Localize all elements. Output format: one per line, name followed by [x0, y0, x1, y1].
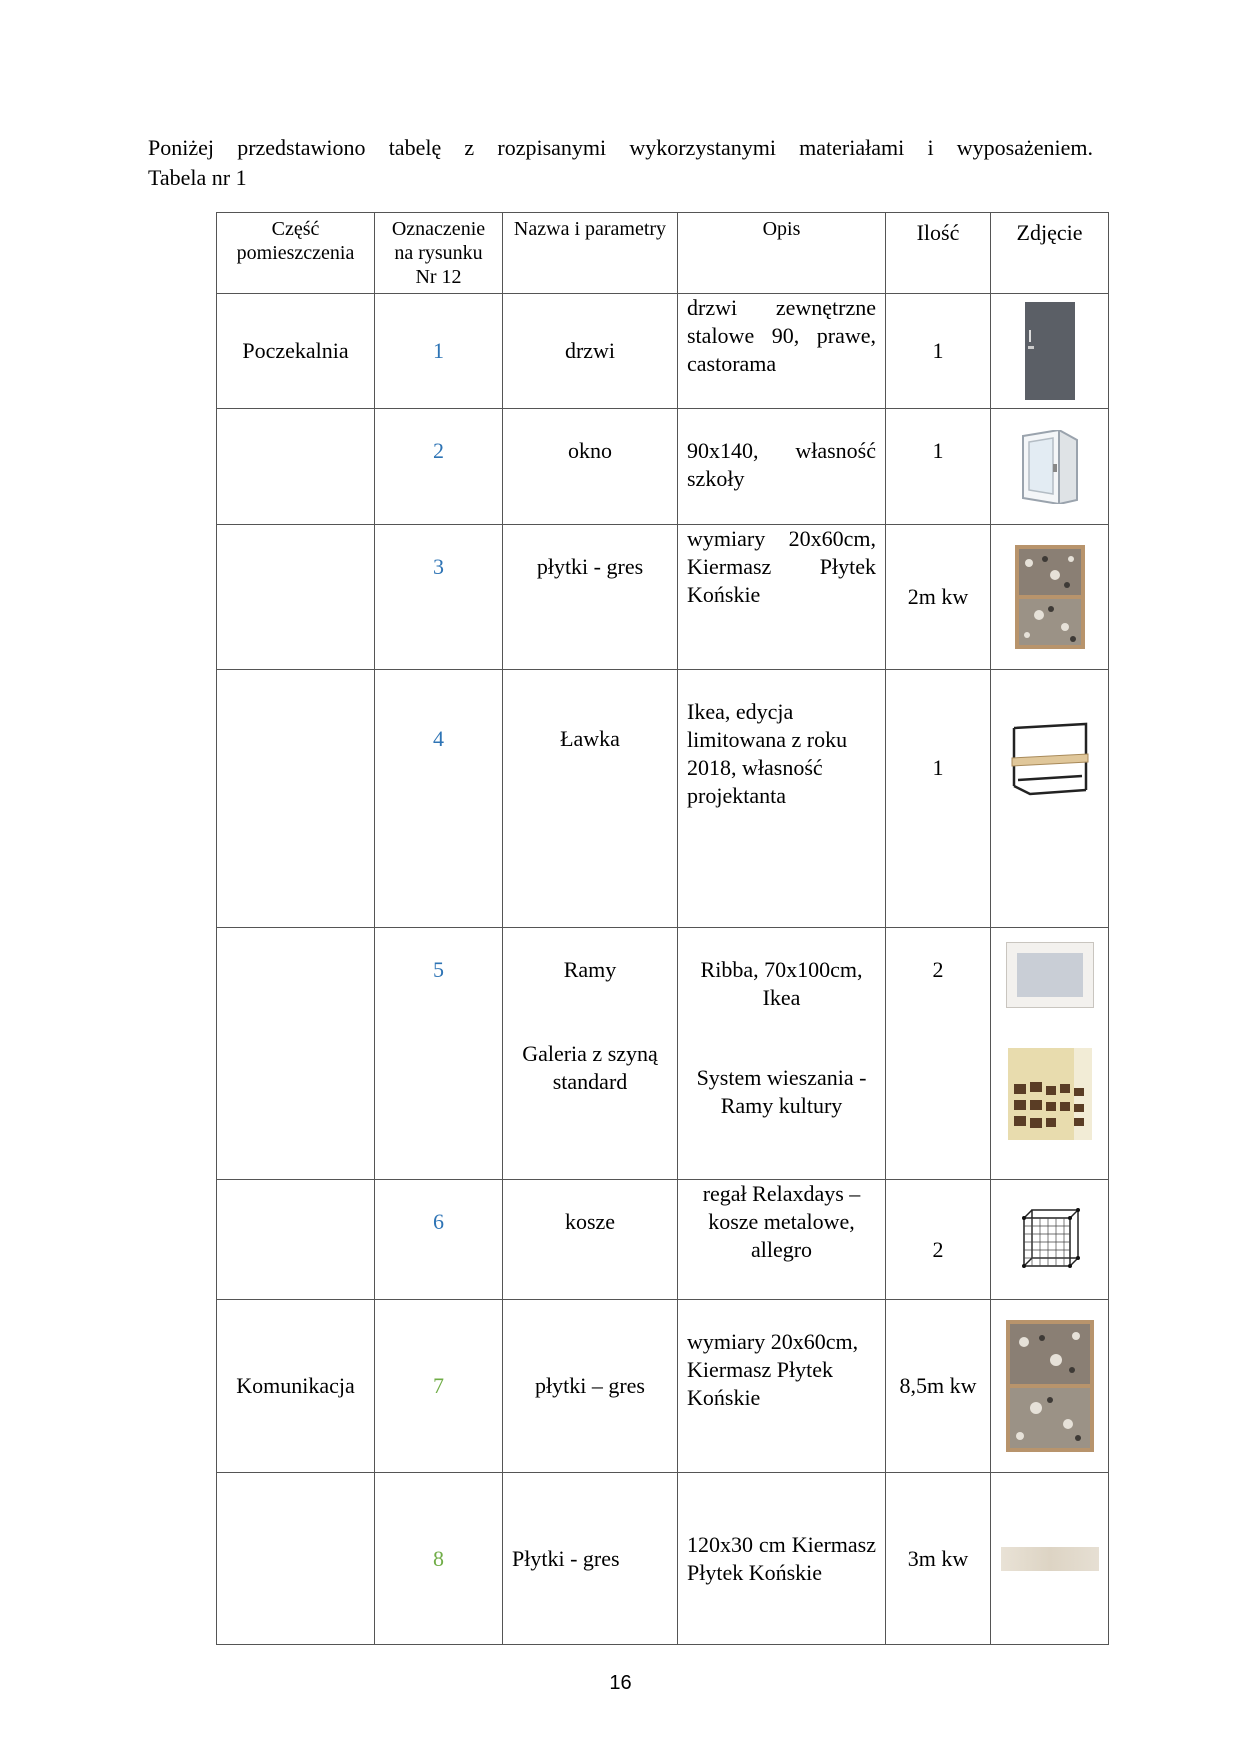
row-mark: 4 — [375, 670, 503, 928]
window-icon — [1019, 430, 1081, 504]
row-desc: drzwi zewnętrzne stalowe 90, prawe, castorama — [678, 294, 886, 409]
row-part — [217, 409, 375, 525]
wood-tile-icon — [1001, 1547, 1099, 1571]
page-number: 16 — [609, 1672, 632, 1694]
row-name: płytki - gres — [503, 525, 678, 670]
frame-icon — [1006, 942, 1094, 1008]
header-mark: Oznaczenie na rysunku Nr 12 — [375, 213, 503, 294]
row-desc: 120x30 cm Kiermasz Płytek Końskie — [678, 1473, 886, 1645]
row-part — [217, 1180, 375, 1300]
materials-table — [216, 212, 1109, 1645]
row-photo — [991, 294, 1109, 409]
row-part — [217, 670, 375, 928]
row-desc: regał Relaxdays – kosze metalowe, allegro — [678, 1180, 886, 1300]
row-qty: 1 — [886, 294, 991, 409]
gallery-wall-icon — [1008, 1048, 1092, 1140]
row-photo — [991, 1300, 1109, 1473]
row-qty: 2m kw — [886, 525, 991, 670]
row-mark: 1 — [375, 294, 503, 409]
row-photo — [991, 670, 1109, 928]
stone-tiles-icon — [1015, 545, 1085, 649]
stone-tiles-icon — [1006, 1320, 1094, 1452]
bench-icon — [1008, 720, 1092, 796]
header-desc: Opis — [678, 213, 886, 294]
table-row — [217, 1300, 1109, 1473]
row-qty: 1 — [886, 670, 991, 928]
row-desc: Ikea, edycja limitowana z roku 2018, własność projektanta — [678, 670, 886, 928]
intro-line-1: Poniżej przedstawiono tabelę z rozpisanymi wykorzystanymi materiałami i wyposażeniem. — [148, 135, 1093, 160]
row-photo — [991, 525, 1109, 670]
table-header-row — [217, 213, 1109, 294]
table-row — [217, 409, 1109, 525]
row-qty: 8,5m kw — [886, 1300, 991, 1473]
table-row — [217, 1473, 1109, 1645]
row-photo — [991, 409, 1109, 525]
row-part — [217, 928, 375, 1180]
row-qty: 1 — [886, 409, 991, 525]
row-mark: 6 — [375, 1180, 503, 1300]
row-desc-text: wymiary 20x60cm, Kiermasz Płytek Końskie — [687, 526, 876, 607]
row-part: Poczekalnia — [217, 294, 375, 409]
row-mark: 8 — [375, 1473, 503, 1645]
row-qty: 2 — [886, 928, 991, 1180]
table-row — [217, 294, 1109, 409]
row-part — [217, 1473, 375, 1645]
header-part: Część pomieszczenia — [217, 213, 375, 294]
row-name: Płytki - gres — [503, 1473, 678, 1645]
row-name: okno — [503, 409, 678, 525]
row-qty: 2 — [886, 1180, 991, 1300]
row-part: Komunikacja — [217, 1300, 375, 1473]
table-row — [217, 928, 1109, 1180]
row-name: drzwi — [503, 294, 678, 409]
steel-door-icon — [1025, 302, 1075, 400]
row-photo — [991, 928, 1109, 1180]
row-mark: 5 — [375, 928, 503, 1180]
row-desc — [678, 525, 886, 670]
row-desc-1: Ribba, 70x100cm, Ikea — [700, 957, 863, 1010]
row-photo — [991, 1473, 1109, 1645]
row-desc: wymiary 20x60cm, Kiermasz Płytek Końskie — [678, 1300, 886, 1473]
row-part — [217, 525, 375, 670]
row-name — [503, 928, 678, 1180]
row-name-1: Ramy — [563, 957, 617, 982]
row-mark: 7 — [375, 1300, 503, 1473]
row-photo — [991, 1180, 1109, 1300]
row-mark: 3 — [375, 525, 503, 670]
row-mark: 2 — [375, 409, 503, 525]
table-row — [217, 670, 1109, 928]
row-name: kosze — [503, 1180, 678, 1300]
table-row — [217, 1180, 1109, 1300]
row-desc-2: System wieszania - Ramy kultury — [696, 1065, 867, 1118]
intro-paragraph — [148, 133, 1093, 193]
header-name: Nazwa i parametry — [503, 213, 678, 294]
header-photo: Zdjęcie — [991, 213, 1109, 294]
row-name: Ławka — [503, 670, 678, 928]
wire-cube-icon — [1014, 1204, 1086, 1276]
row-name-2: Galeria z szyną standard — [522, 1041, 658, 1094]
row-qty: 3m kw — [886, 1473, 991, 1645]
header-qty: Ilość — [886, 213, 991, 294]
table-caption: Tabela nr 1 — [148, 165, 247, 190]
row-desc — [678, 928, 886, 1180]
table-row — [217, 525, 1109, 670]
row-desc: 90x140, własność szkoły — [678, 409, 886, 525]
row-name: płytki – gres — [503, 1300, 678, 1473]
